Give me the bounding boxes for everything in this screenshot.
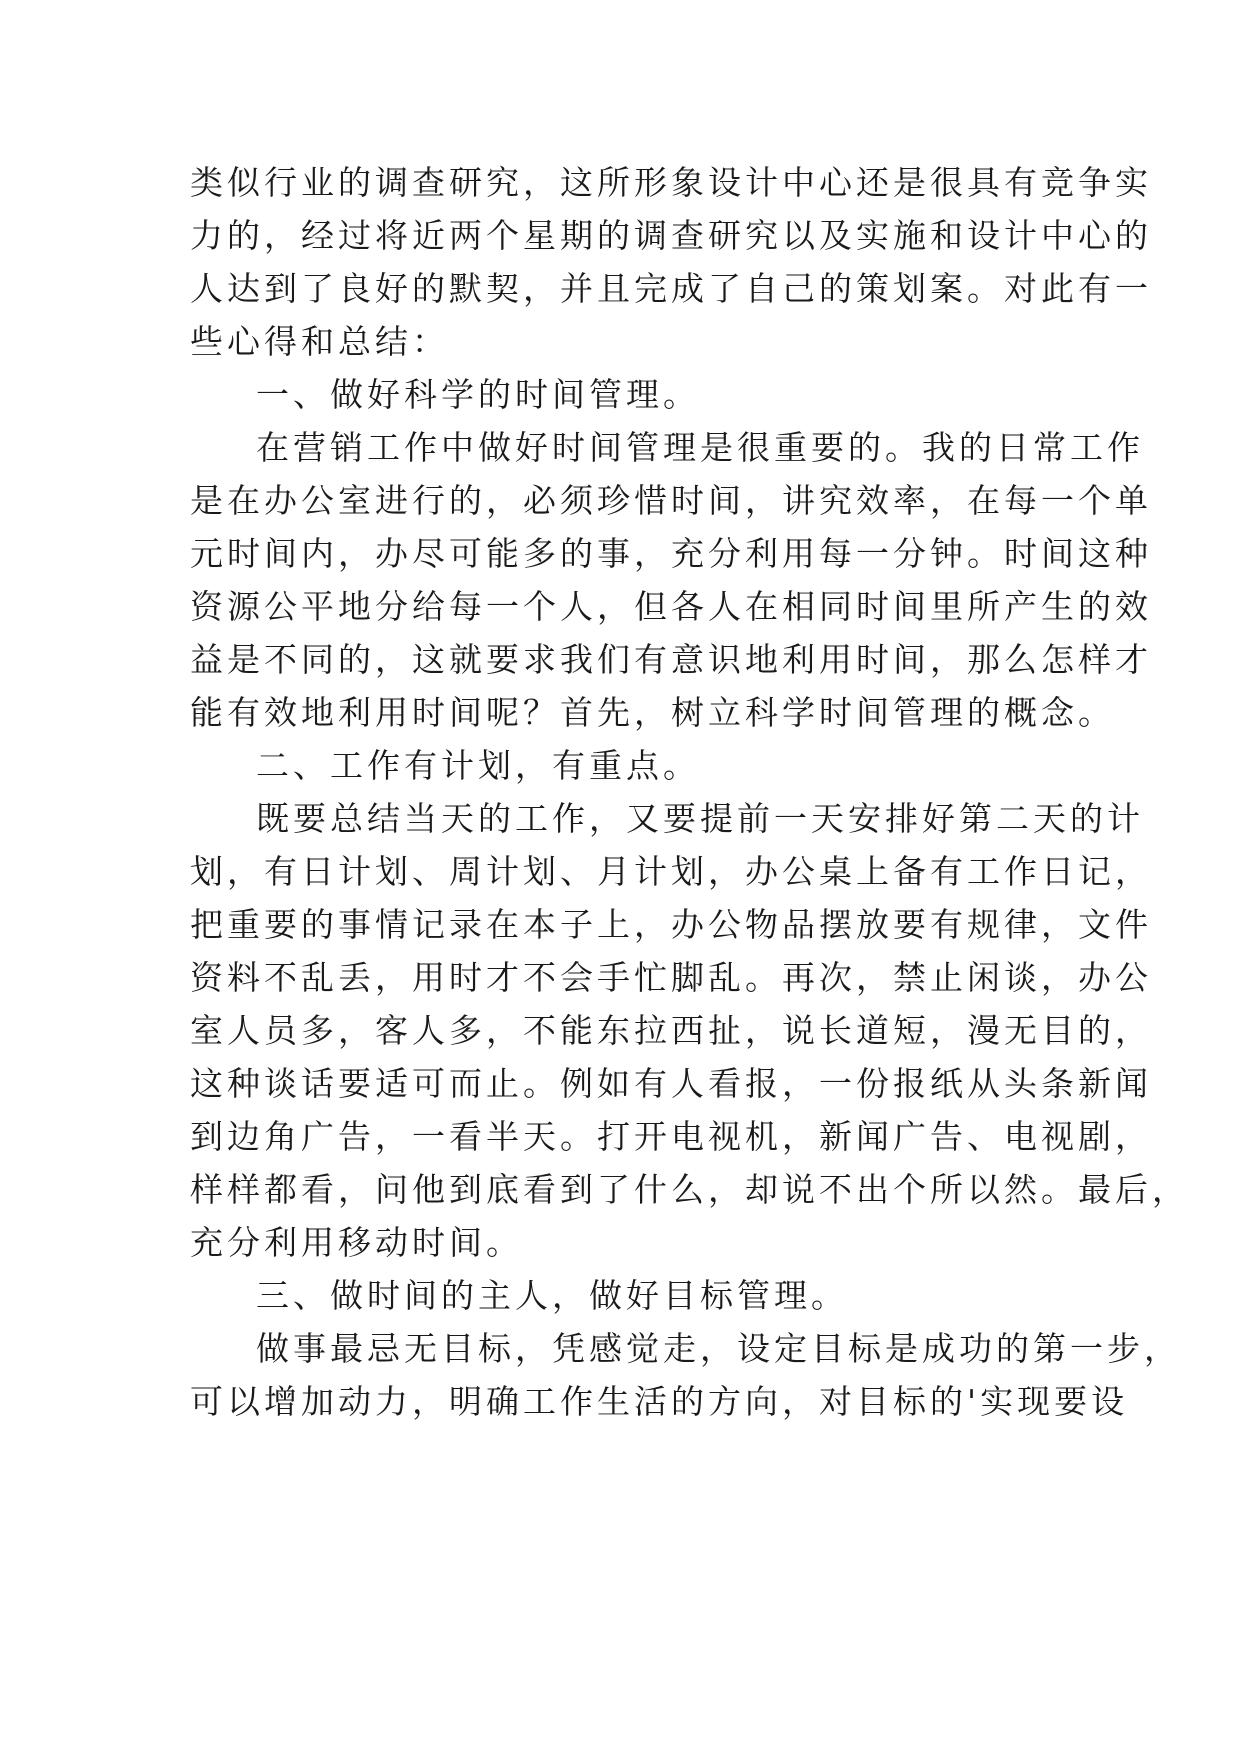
paragraph-line: 在营销工作中做好时间管理是很重要的。我的日常工作: [256, 428, 1144, 467]
paragraph-line: 把重要的事情记录在本子上，办公物品摆放要有规律，文件: [190, 905, 1152, 944]
paragraph-line: 到边角广告，一看半天。打开电视机，新闻广告、电视剧，: [190, 1117, 1152, 1156]
paragraph-line: 资料不乱丢，用时才不会手忙脚乱。再次，禁止闲谈，办公: [190, 958, 1152, 997]
paragraph-line: 室人员多，客人多，不能东拉西扯，说长道短，漫无目的，: [190, 1011, 1152, 1050]
paragraph-line: 既要总结当天的工作，又要提前一天安排好第二天的计: [256, 799, 1144, 838]
paragraph-line: 是在办公室进行的，必须珍惜时间，讲究效率，在每一个单: [190, 481, 1152, 520]
section-heading: 三、做时间的主人，做好目标管理。: [256, 1276, 848, 1315]
paragraph-line: 类似行业的调查研究，这所形象设计中心还是很具有竞争实: [190, 163, 1152, 202]
paragraph-line: 划，有日计划、周计划、月计划，办公桌上备有工作日记，: [190, 852, 1152, 891]
paragraph-line: 这种谈话要适可而止。例如有人看报，一份报纸从头条新闻: [190, 1064, 1152, 1103]
paragraph-line: 元时间内，办尽可能多的事，充分利用每一分钟。时间这种: [190, 534, 1152, 573]
section-heading: 一、做好科学的时间管理。: [256, 375, 700, 414]
paragraph-line: 充分利用移动时间。: [190, 1223, 523, 1262]
paragraph-line: 资源公平地分给每一个人，但各人在相同时间里所产生的效: [190, 587, 1152, 626]
paragraph-line: 力的，经过将近两个星期的调查研究以及实施和设计中心的: [190, 216, 1152, 255]
paragraph-line: 能有效地利用时间呢？首先，树立科学时间管理的概念。: [190, 693, 1115, 732]
paragraph-line: 样样都看，问他到底看到了什么，却说不出个所以然。最后，: [190, 1170, 1189, 1209]
paragraph-line: 些心得和总结：: [190, 322, 449, 361]
section-heading: 二、工作有计划，有重点。: [256, 746, 700, 785]
paragraph-line: 人达到了良好的默契，并且完成了自己的策划案。对此有一: [190, 269, 1152, 308]
paragraph-line: 可以增加动力，明确工作生活的方向，对目标的'实现要设: [190, 1382, 1129, 1421]
paragraph-line: 做事最忌无目标，凭感觉走，设定目标是成功的第一步，: [256, 1329, 1181, 1368]
paragraph-line: 益是不同的，这就要求我们有意识地利用时间，那么怎样才: [190, 640, 1152, 679]
